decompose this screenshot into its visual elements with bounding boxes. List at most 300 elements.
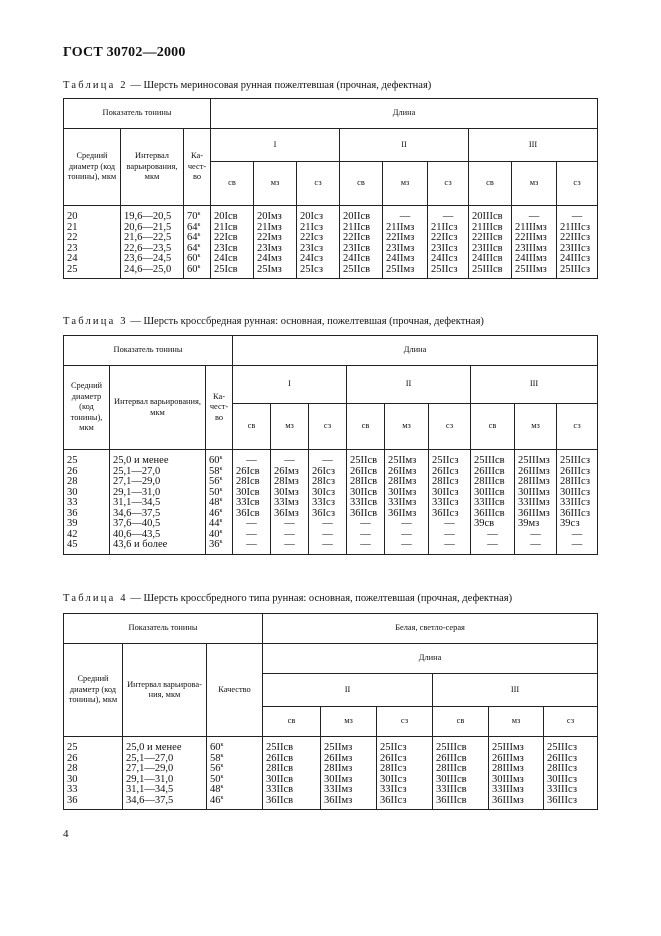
code-cell: 21IIсв: [340, 223, 383, 234]
code-cell: —: [309, 530, 347, 541]
code-cell: 25IIIсв: [433, 737, 489, 754]
code-cell: 25IIсз: [377, 737, 433, 754]
code-cell: —: [557, 540, 598, 554]
code-cell: —: [515, 530, 557, 541]
code-cell: 30IIIсз: [557, 488, 598, 499]
sub-header-cell: мз: [254, 162, 297, 206]
diameter-cell: 25: [64, 265, 121, 279]
mean-diameter-header: Средний диаметр (код тонины), мкм: [64, 366, 110, 450]
code-cell: 30IIIмз: [515, 488, 557, 499]
code-cell: 25IIIмз: [515, 450, 557, 467]
code-cell: 30IIсв: [263, 775, 321, 786]
sub-header-cell: св: [347, 404, 385, 450]
interval-cell: 23,6—24,5: [121, 254, 184, 265]
code-cell: —: [309, 540, 347, 554]
diameter-cell: 33: [64, 785, 123, 796]
code-cell: 36IIсз: [429, 509, 471, 520]
quality-cell: [206, 540, 233, 554]
interval-cell: 27,1—29,0: [110, 477, 206, 488]
code-cell: 25IIсз: [428, 265, 469, 279]
table-row: [64, 206, 598, 223]
table-row: [64, 737, 598, 754]
code-cell: 25IIмз: [383, 265, 428, 279]
code-cell: 30Iмз: [271, 488, 309, 499]
code-cell: 36IIIсз: [544, 796, 598, 810]
code-cell: 22IIсз: [428, 233, 469, 244]
quality-cell: [184, 265, 211, 279]
quality-value: 36: [209, 539, 220, 550]
table-4-caption: [63, 593, 512, 604]
fineness-header: Показатель тонины: [64, 614, 263, 644]
code-cell: 21IIмз: [383, 223, 428, 234]
code-cell: 20IIсв: [340, 206, 383, 223]
sub-header-cell: мз: [385, 404, 429, 450]
sub-header-cell: мз: [489, 707, 544, 737]
quality-value: 50: [209, 486, 220, 498]
code-cell: —: [385, 530, 429, 541]
code-cell: 20Iсв: [211, 206, 254, 223]
quality-superscript: к: [219, 465, 223, 472]
interval-cell: 19,6—20,5: [121, 206, 184, 223]
table-2-caption-lead: Таблица 2: [63, 80, 128, 91]
code-cell: 23Iмз: [254, 244, 297, 255]
code-cell: 30Iсз: [309, 488, 347, 499]
quality-value: 60: [209, 455, 220, 466]
interval-cell: 21,6—22,5: [121, 233, 184, 244]
code-cell: 26IIIмз: [489, 754, 544, 765]
length-group-header: I: [211, 129, 340, 162]
code-cell: 30IIIсв: [433, 775, 489, 786]
mean-diameter-header: Средний диаметр (код тонины), мкм: [64, 129, 121, 206]
code-cell: 28IIIмз: [489, 764, 544, 775]
sub-header-cell: св: [233, 404, 271, 450]
table-4: [63, 613, 598, 810]
diameter-cell: 23: [64, 244, 121, 255]
code-cell: 22IIсв: [340, 233, 383, 244]
code-cell: 23IIIсв: [469, 244, 512, 255]
quality-value: 48: [209, 497, 220, 508]
code-cell: 26Iсз: [309, 467, 347, 478]
code-cell: —: [512, 206, 557, 223]
interval-cell: 24,6—25,0: [121, 265, 184, 279]
length-group-header: II: [347, 366, 471, 404]
diameter-cell: 22: [64, 233, 121, 244]
interval-cell: 43,6 и более: [110, 540, 206, 554]
code-cell: 22Iсв: [211, 233, 254, 244]
quality-value: 58: [210, 752, 221, 764]
table-2-caption-text: — Шерсть мериносовая рунная пожелтевшая (прочная, дефектная): [127, 80, 432, 91]
code-cell: 21IIIмз: [512, 223, 557, 234]
table-row: [64, 540, 598, 554]
code-cell: 25Iсз: [297, 265, 340, 279]
sub-header-cell: мз: [383, 162, 428, 206]
length-group-header: I: [233, 366, 347, 404]
code-cell: 33Iмз: [271, 498, 309, 509]
quality-superscript: к: [219, 507, 223, 514]
length-group-header: III: [433, 674, 598, 707]
code-cell: 24IIIсз: [557, 254, 598, 265]
code-cell: 33IIIсз: [557, 498, 598, 509]
interval-header: Интервал варьирования, мкм: [110, 366, 206, 450]
diameter-cell: 26: [64, 467, 110, 478]
code-cell: 22Iмз: [254, 233, 297, 244]
code-cell: —: [385, 519, 429, 530]
code-cell: 25IIсв: [340, 265, 383, 279]
table-row: [64, 796, 598, 810]
table-3-caption: [63, 316, 484, 327]
code-cell: —: [309, 519, 347, 530]
code-cell: 25IIIсв: [469, 265, 512, 279]
code-cell: 21IIсз: [428, 223, 469, 234]
quality-superscript: к: [220, 742, 224, 748]
interval-cell: 34,6—37,5: [110, 509, 206, 520]
interval-cell: 25,0 и менее: [110, 450, 206, 467]
sub-header-cell: сз: [428, 162, 469, 206]
interval-cell: 29,1—31,0: [123, 775, 207, 786]
quality-superscript: к: [220, 794, 224, 801]
code-cell: 28IIмз: [385, 477, 429, 488]
sub-header-cell: сз: [557, 162, 598, 206]
code-cell: 26IIсз: [429, 467, 471, 478]
code-cell: —: [385, 540, 429, 554]
code-cell: 28IIсв: [347, 477, 385, 488]
code-cell: —: [428, 206, 469, 223]
code-cell: 26IIIмз: [515, 467, 557, 478]
quality-superscript: к: [219, 497, 223, 503]
table-row: [64, 477, 598, 488]
code-cell: 36IIмз: [385, 509, 429, 520]
code-cell: 30IIсз: [377, 775, 433, 786]
quality-value: 44: [209, 518, 220, 529]
code-cell: 33IIIсв: [433, 785, 489, 796]
code-cell: —: [557, 530, 598, 541]
quality-value: 56: [209, 476, 220, 487]
code-cell: 24IIсв: [340, 254, 383, 265]
quality-superscript: к: [219, 455, 223, 461]
fineness-header: Показатель тонины: [64, 99, 211, 129]
code-cell: 36Iсз: [309, 509, 347, 520]
sub-header-cell: св: [471, 404, 515, 450]
code-cell: 36Iмз: [271, 509, 309, 520]
code-cell: 26IIмз: [321, 754, 377, 765]
quality-header: Ка-чест-во: [206, 366, 233, 450]
quality-cell: [206, 450, 233, 467]
quality-value: 60: [187, 263, 198, 275]
code-cell: 21IIIсз: [557, 223, 598, 234]
quality-cell: [207, 796, 263, 810]
code-cell: 33IIIмз: [515, 498, 557, 509]
code-cell: —: [429, 540, 471, 554]
diameter-cell: 24: [64, 254, 121, 265]
code-cell: 25Iмз: [254, 265, 297, 279]
code-cell: 26Iсв: [233, 467, 271, 478]
quality-value: 48: [210, 784, 221, 795]
code-cell: 26IIIсв: [433, 754, 489, 765]
code-cell: 36IIсв: [263, 796, 321, 810]
table-row: [64, 450, 598, 467]
quality-superscript: к: [197, 253, 201, 259]
quality-value: 64: [187, 221, 198, 233]
page-number: 4: [63, 828, 69, 840]
quality-value: 60: [210, 742, 221, 753]
code-cell: 28IIIсв: [471, 477, 515, 488]
interval-cell: 25,0 и менее: [123, 737, 207, 754]
sub-header-cell: сз: [309, 404, 347, 450]
document-title: ГОСТ 30702—2000: [63, 45, 186, 60]
code-cell: 21Iсз: [297, 223, 340, 234]
quality-superscript: к: [219, 528, 223, 535]
quality-value: 64: [187, 232, 198, 243]
code-cell: 25IIIсв: [471, 450, 515, 467]
interval-cell: 27,1—29,0: [123, 764, 207, 775]
code-cell: —: [271, 450, 309, 467]
diameter-cell: 36: [64, 796, 123, 810]
table-row: [64, 498, 598, 509]
code-cell: 24IIIсв: [469, 254, 512, 265]
quality-superscript: к: [220, 773, 224, 780]
code-cell: 28IIIмз: [515, 477, 557, 488]
sub-header-cell: св: [340, 162, 383, 206]
diameter-cell: 25: [64, 450, 110, 467]
code-cell: 36Iсв: [233, 509, 271, 520]
code-cell: 36IIIмз: [489, 796, 544, 810]
code-cell: 26IIсв: [347, 467, 385, 478]
code-cell: —: [233, 540, 271, 554]
diameter-cell: 45: [64, 540, 110, 554]
quality-value: 56: [210, 763, 221, 774]
code-cell: —: [271, 530, 309, 541]
code-cell: 21Iмз: [254, 223, 297, 234]
quality-value: 58: [209, 465, 220, 477]
code-cell: —: [383, 206, 428, 223]
code-cell: 36IIIмз: [515, 509, 557, 520]
code-cell: 24Iсз: [297, 254, 340, 265]
code-cell: 24IIсз: [428, 254, 469, 265]
code-cell: 20Iмз: [254, 206, 297, 223]
diameter-cell: 39: [64, 519, 110, 530]
code-cell: 30Iсв: [233, 488, 271, 499]
quality-cell: [207, 737, 263, 754]
code-cell: 22IIIсз: [557, 233, 598, 244]
code-cell: —: [233, 530, 271, 541]
code-cell: —: [515, 540, 557, 554]
quality-value: 64: [187, 242, 198, 254]
code-cell: 33Iсв: [233, 498, 271, 509]
code-cell: 26IIIсв: [471, 467, 515, 478]
code-cell: 25IIмз: [321, 737, 377, 754]
code-cell: 33IIIсв: [471, 498, 515, 509]
code-cell: —: [347, 530, 385, 541]
code-cell: 25IIсв: [347, 450, 385, 467]
code-cell: 33IIмз: [385, 498, 429, 509]
code-cell: 26Iмз: [271, 467, 309, 478]
code-cell: 22IIмз: [383, 233, 428, 244]
length-group-header: II: [340, 129, 469, 162]
code-cell: 33IIIсз: [544, 785, 598, 796]
quality-superscript: к: [197, 232, 201, 238]
quality-value: 50: [210, 773, 221, 785]
code-cell: —: [347, 519, 385, 530]
quality-superscript: к: [220, 752, 224, 759]
code-cell: 30IIмз: [321, 775, 377, 786]
quality-header: Ка-чест-во: [184, 129, 211, 206]
code-cell: 25IIмз: [385, 450, 429, 467]
code-cell: —: [271, 540, 309, 554]
sub-header-cell: св: [433, 707, 489, 737]
length-header: Длина: [263, 644, 598, 674]
interval-cell: 25,1—27,0: [123, 754, 207, 765]
interval-cell: 31,1—34,5: [123, 785, 207, 796]
quality-value: 40: [209, 528, 220, 540]
code-cell: 23IIсз: [428, 244, 469, 255]
sub-header-cell: сз: [557, 404, 598, 450]
interval-cell: 34,6—37,5: [123, 796, 207, 810]
code-cell: 22IIIмз: [512, 233, 557, 244]
quality-superscript: к: [219, 518, 223, 524]
quality-superscript: к: [220, 784, 224, 790]
code-cell: 28Iмз: [271, 477, 309, 488]
quality-superscript: к: [197, 211, 201, 217]
diameter-cell: 28: [64, 764, 123, 775]
code-cell: 21IIIсв: [469, 223, 512, 234]
code-cell: 23Iсв: [211, 244, 254, 255]
length-group-header: III: [471, 366, 598, 404]
code-cell: 26IIIсз: [557, 467, 598, 478]
code-cell: 30IIIмз: [489, 775, 544, 786]
sub-header-cell: мз: [271, 404, 309, 450]
code-cell: 36IIIсз: [557, 509, 598, 520]
code-cell: 24Iсв: [211, 254, 254, 265]
code-cell: 30IIIсв: [471, 488, 515, 499]
quality-superscript: к: [219, 476, 223, 482]
mean-diameter-header: Средний диаметр (код тонины), мкм: [64, 644, 123, 737]
code-cell: 20IIIсв: [469, 206, 512, 223]
code-cell: 30IIмз: [385, 488, 429, 499]
code-cell: 33IIIмз: [489, 785, 544, 796]
quality-superscript: к: [197, 221, 201, 228]
sub-header-cell: сз: [544, 707, 598, 737]
code-cell: 25Iсв: [211, 265, 254, 279]
sub-header-cell: сз: [377, 707, 433, 737]
code-cell: —: [271, 519, 309, 530]
diameter-cell: 25: [64, 737, 123, 754]
sub-header-cell: св: [263, 707, 321, 737]
quality-value: 70: [187, 211, 198, 222]
sub-header-cell: св: [469, 162, 512, 206]
code-cell: 36IIсв: [347, 509, 385, 520]
code-cell: 28Iсз: [309, 477, 347, 488]
length-group-header: III: [469, 129, 598, 162]
table-3-caption-text: — Шерсть кроссбредная рунная: основная, пожелтевшая (прочная, дефектная): [127, 316, 484, 327]
code-cell: 36IIсз: [377, 796, 433, 810]
table-2-caption: [63, 80, 431, 91]
table-2: [63, 98, 598, 279]
quality-header: Качество: [207, 644, 263, 737]
sub-header-cell: св: [211, 162, 254, 206]
code-cell: 33IIсв: [263, 785, 321, 796]
code-cell: 26IIмз: [385, 467, 429, 478]
code-cell: —: [233, 450, 271, 467]
code-cell: 25IIIмз: [489, 737, 544, 754]
sub-header-cell: сз: [429, 404, 471, 450]
code-cell: 25IIсз: [429, 450, 471, 467]
color-header: Белая, светло-серая: [263, 614, 598, 644]
code-cell: 30IIIсз: [544, 775, 598, 786]
code-cell: 25IIIсз: [557, 265, 598, 279]
sub-header-cell: сз: [297, 162, 340, 206]
code-cell: 26IIсз: [377, 754, 433, 765]
interval-header: Интервал варьирования, мкм: [121, 129, 184, 206]
code-cell: —: [347, 540, 385, 554]
length-group-header: II: [263, 674, 433, 707]
code-cell: 36IIIсв: [433, 796, 489, 810]
diameter-cell: 20: [64, 206, 121, 223]
quality-superscript: к: [219, 486, 223, 493]
code-cell: 22Iсз: [297, 233, 340, 244]
quality-superscript: к: [197, 263, 201, 270]
table-4-caption-lead: Таблица 4: [63, 593, 128, 604]
length-header: Длина: [233, 336, 598, 366]
code-cell: —: [557, 206, 598, 223]
interval-cell: 20,6—21,5: [121, 223, 184, 234]
fineness-header: Показатель тонины: [64, 336, 233, 366]
code-cell: —: [471, 530, 515, 541]
code-cell: 39мз: [515, 519, 557, 530]
code-cell: 23IIIсз: [557, 244, 598, 255]
code-cell: 24IIмз: [383, 254, 428, 265]
code-cell: 30IIсз: [429, 488, 471, 499]
table-3: [63, 335, 598, 555]
code-cell: 23Iсз: [297, 244, 340, 255]
interval-cell: 29,1—31,0: [110, 488, 206, 499]
code-cell: —: [429, 519, 471, 530]
code-cell: 30IIсв: [347, 488, 385, 499]
code-cell: 28IIмз: [321, 764, 377, 775]
code-cell: 36IIмз: [321, 796, 377, 810]
diameter-cell: 26: [64, 754, 123, 765]
code-cell: 33IIсз: [377, 785, 433, 796]
interval-cell: 22,6—23,5: [121, 244, 184, 255]
code-cell: 33IIсз: [429, 498, 471, 509]
code-cell: 28IIIсз: [544, 764, 598, 775]
code-cell: 36IIIсв: [471, 509, 515, 520]
table-3-caption-lead: Таблица 3: [63, 316, 128, 327]
table-row: [64, 254, 598, 265]
interval-cell: 37,6—40,5: [110, 519, 206, 530]
code-cell: 28IIсз: [429, 477, 471, 488]
sub-header-cell: мз: [515, 404, 557, 450]
diameter-cell: 28: [64, 477, 110, 488]
table-row: [64, 785, 598, 796]
table-4-caption-text: — Шерсть кроссбредного типа рунная: основная, пожелтевшая (прочная, дефектная): [127, 593, 513, 604]
code-cell: 23IIмз: [383, 244, 428, 255]
code-cell: 24IIIмз: [512, 254, 557, 265]
code-cell: —: [309, 450, 347, 467]
code-cell: 21Iсв: [211, 223, 254, 234]
quality-value: 46: [210, 794, 221, 806]
code-cell: 28IIсв: [263, 764, 321, 775]
diameter-cell: 42: [64, 530, 110, 541]
interval-cell: 40,6—43,5: [110, 530, 206, 541]
sub-header-cell: мз: [512, 162, 557, 206]
code-cell: 39св: [471, 519, 515, 530]
code-cell: 28IIсз: [377, 764, 433, 775]
sub-header-cell: мз: [321, 707, 377, 737]
table-row: [64, 233, 598, 244]
length-header: Длина: [211, 99, 598, 129]
code-cell: 25IIIсз: [544, 737, 598, 754]
code-cell: 25IIIсз: [557, 450, 598, 467]
